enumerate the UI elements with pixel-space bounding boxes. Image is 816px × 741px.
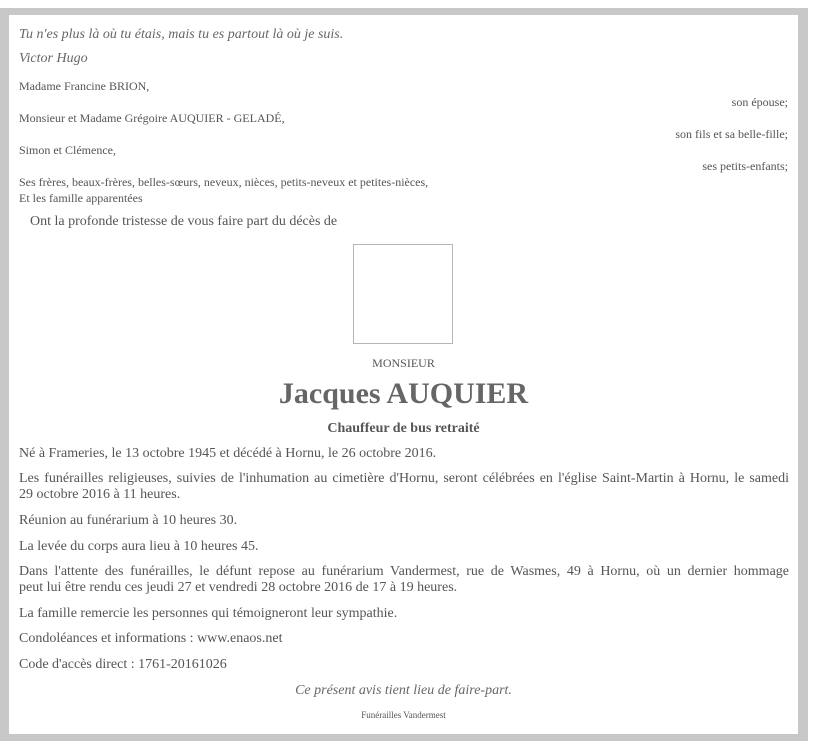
funeral-home-signature: Funérailles Vandermest [361, 710, 446, 720]
siblings-line: Ses frères, beaux-frères, belles-sœurs, neveux, nièces, petits-neveux et petites-nièces, [19, 175, 429, 189]
deceased-name: Jacques AUQUIER [278, 377, 529, 410]
gathering-line: Réunion au funérarium à 10 heures 30. [19, 513, 238, 528]
condolences-line: Condoléances et informations : www.enaos.net [19, 631, 283, 646]
relatives-line: Et les famille apparentées [19, 191, 143, 205]
thanks-line: La famille remercie les personnes qui témoigneront leur sympathie. [19, 606, 398, 621]
announcement: Ont la profonde tristesse de vous faire part du décès de [30, 214, 338, 229]
spouse-role: son épouse; [731, 95, 788, 109]
visit-line-2: peut lui être rendu ces jeudi 27 et vendredi 28 octobre 2016 de 17 à 19 heures. [19, 580, 458, 595]
spouse-name: Madame Francine BRION, [19, 79, 150, 93]
quote-author: Victor Hugo [19, 51, 88, 66]
deceased-title: MONSIEUR [372, 356, 435, 370]
funeral-line-1: Les funérailles religieuses, suivies de l'inhumation au cimetière d'Hornu, seront célébrées en l'église Saint-Martin à Hornu, le samedi [19, 471, 789, 486]
lifting-line: La levée du corps aura lieu à 10 heures 45. [19, 539, 259, 554]
son-role: son fils et sa belle-fille; [675, 127, 788, 141]
deceased-occupation: Chauffeur de bus retraité [327, 421, 480, 436]
funeral-line-2: 29 octobre 2016 à 11 heures. [19, 487, 181, 502]
quote-text: Tu n'es plus là où tu étais, mais tu es partout là où je suis. [19, 27, 344, 42]
visit-line-1: Dans l'attente des funérailles, le défunt repose au funérarium Vandermest, rue de Wasmes, 49 à Hornu, où un dernier hommage [19, 564, 789, 579]
portrait-photo-placeholder [353, 244, 453, 344]
birth-death-line: Né à Frameries, le 13 octobre 1945 et décédé à Hornu, le 26 octobre 2016. [19, 446, 437, 461]
access-code-line: Code d'accès direct : 1761-20161026 [19, 657, 227, 672]
footer-notice: Ce présent avis tient lieu de faire-part. [295, 683, 512, 698]
son-name: Monsieur et Madame Grégoire AUQUIER - GELADÉ, [19, 111, 285, 125]
grandchildren-name: Simon et Clémence, [19, 143, 116, 157]
grandchildren-role: ses petits-enfants; [702, 159, 788, 173]
